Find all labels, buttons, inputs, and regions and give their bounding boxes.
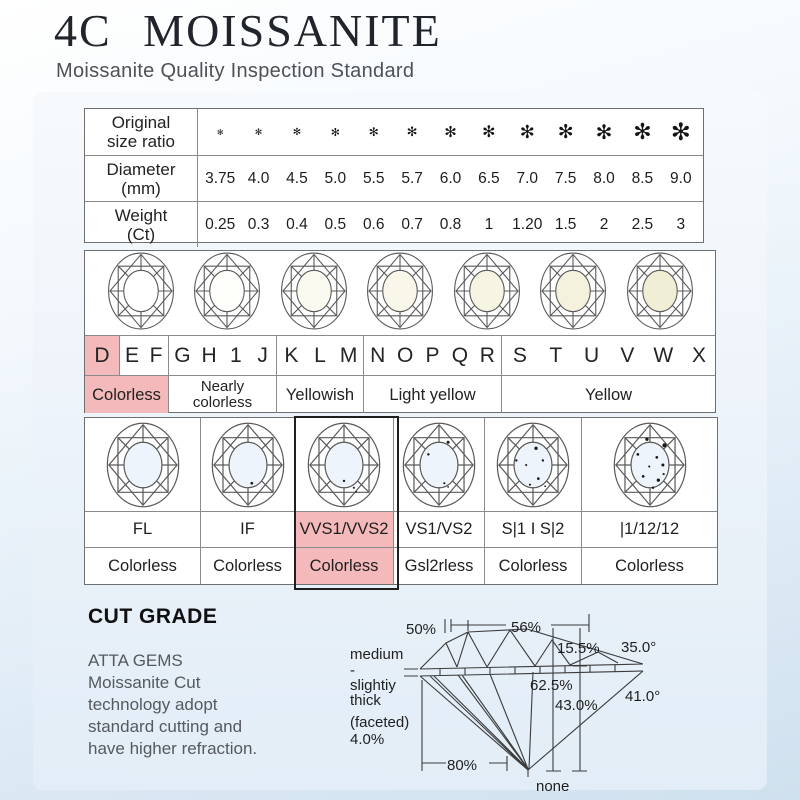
- color-gem-row: [85, 251, 715, 336]
- girdle-label-line: 4.0%: [350, 731, 385, 748]
- page-subtitle: Moissanite Quality Inspection Standard: [56, 60, 415, 82]
- clarity-gem-cell: [394, 418, 485, 511]
- table-width-label: 50%: [406, 621, 437, 638]
- gem-top-view-icon: [105, 421, 181, 509]
- weight-value: 1.20: [512, 215, 543, 233]
- clarity-colorless-row: [85, 548, 717, 584]
- color-letter-group: [502, 336, 717, 375]
- clarity-colorless-cell: Colorless: [201, 548, 295, 584]
- color-letter-group: [169, 336, 277, 375]
- color-letter: G: [174, 343, 191, 367]
- cut-grade-description: [88, 650, 257, 760]
- color-grade-table: [84, 250, 716, 413]
- size-gem-icon: ✻: [216, 127, 224, 137]
- color-letter: R: [479, 343, 495, 367]
- size-gem-icons: [198, 109, 703, 155]
- clarity-grade-cell: S|1 I S|2: [485, 512, 582, 547]
- color-gem: [538, 251, 608, 336]
- diameter-value: 6.5: [478, 169, 500, 187]
- color-letter-group: [364, 336, 502, 375]
- girdle-label-line: (faceted): [350, 714, 410, 731]
- cut-description-line: ATTA GEMS: [88, 651, 183, 670]
- gem-top-view-icon: [365, 251, 435, 331]
- color-category-row: [85, 376, 715, 413]
- diameter-value: 7.0: [516, 169, 539, 187]
- color-gem: [192, 251, 262, 336]
- clarity-gem-row: [85, 418, 717, 512]
- color-letter: V: [620, 343, 635, 367]
- color-gem: [279, 251, 349, 336]
- row-label-line: Diameter: [106, 159, 176, 179]
- dimension-lines: [404, 614, 589, 777]
- color-letter: H: [201, 343, 217, 367]
- diamond-profile-lines: [420, 629, 643, 770]
- color-letter: T: [549, 343, 563, 367]
- clarity-grade-cell: |1/12/12: [619, 520, 680, 538]
- row-label-diameter: [85, 156, 198, 201]
- row-label-line: Weight: [114, 205, 168, 225]
- gem-top-view-icon: [452, 251, 522, 331]
- page-title: 4C MOISSANITE: [54, 5, 442, 56]
- color-letter: E: [124, 343, 139, 367]
- diameter-value: 8.0: [593, 169, 615, 187]
- weight-value: 0.6: [362, 215, 385, 233]
- clarity-colorless-cell: Gsl2rless: [394, 548, 485, 584]
- table-row-weight: [85, 202, 703, 247]
- diameter-value: 4.0: [247, 169, 270, 187]
- color-category-cell: Yellowish: [277, 376, 364, 413]
- diameter-value: 8.5: [631, 169, 654, 187]
- total-depth-label: 62.5%: [530, 677, 573, 694]
- row-label-weight: [85, 202, 198, 247]
- size-gem-icon: ✻: [633, 119, 652, 144]
- size-gem-icon: ✻: [292, 126, 302, 138]
- row-label-original-size: [85, 109, 198, 155]
- diameter-value: 5.0: [324, 169, 347, 187]
- weight-value: 2: [599, 215, 609, 233]
- size-gem-icon: ✻: [254, 126, 263, 137]
- size-gem-icon: ✻: [330, 126, 340, 139]
- clarity-grade-cell: VS1/VS2: [394, 512, 485, 547]
- gem-top-view-icon: [495, 421, 571, 509]
- gem-top-view-icon: [401, 421, 477, 509]
- girdle-label-line: -: [350, 662, 355, 679]
- color-letter: O: [396, 343, 414, 367]
- row-label-line: size ratio: [106, 132, 176, 151]
- clarity-gem-cell: [485, 418, 582, 511]
- gem-top-view-icon: [612, 421, 688, 509]
- color-letter: P: [425, 343, 440, 367]
- diameter-value: 9.0: [670, 169, 692, 187]
- color-letter: K: [284, 343, 299, 367]
- culet-label: none: [536, 778, 570, 795]
- weight-value: 0.3: [247, 215, 270, 233]
- color-category-cell: Yellow: [584, 385, 633, 404]
- size-gem-icon: ✻: [595, 121, 613, 144]
- weight-value: 1.5: [554, 215, 577, 233]
- row-label-line: (mm): [121, 178, 161, 198]
- clarity-colorless-cell: Colorless: [85, 548, 201, 584]
- color-letter: W: [653, 343, 674, 367]
- color-letter: S: [512, 343, 527, 367]
- cut-description-line: have higher refraction.: [88, 739, 258, 758]
- cut-description-line: Moissanite Cut: [88, 673, 201, 692]
- pavilion-depth-label: 43.0%: [555, 697, 598, 714]
- clarity-colorless-cell: Colorless: [295, 548, 394, 584]
- girdle-label-line: slightiy: [350, 677, 396, 694]
- clarity-grade-cell: FL: [85, 512, 201, 547]
- size-gem-icon: ✻: [519, 121, 535, 142]
- girdle-label-line: medium: [350, 646, 404, 663]
- color-letter-group: [85, 336, 169, 375]
- clarity-grade-row: [85, 512, 717, 548]
- weight-value: 0.25: [205, 215, 236, 233]
- diameter-value: 5.5: [362, 169, 385, 187]
- girdle-label-line: thick: [350, 692, 381, 709]
- clarity-gem-cell: [582, 418, 717, 511]
- color-category-cell: Light yellow: [364, 376, 502, 413]
- color-gem: [625, 251, 695, 336]
- cut-grade-diagram: [330, 590, 740, 800]
- weight-value: 1: [484, 215, 494, 233]
- clarity-colorless-cell: Colorless: [615, 556, 684, 575]
- color-letter: 1: [230, 343, 242, 367]
- clarity-gem-cell: [201, 418, 295, 511]
- clarity-colorless-cell: Colorless: [485, 548, 582, 584]
- gem-top-view-icon: [192, 251, 262, 331]
- cut-description-line: technology adopt: [88, 695, 218, 714]
- color-letter: N: [370, 343, 386, 367]
- clarity-grade-cell: VVS1/VVS2: [295, 512, 394, 547]
- size-gem-icon: ✻: [670, 118, 691, 146]
- weight-value: 0.5: [324, 215, 347, 233]
- color-letter: X: [692, 343, 707, 367]
- color-letter-group: [277, 336, 364, 375]
- diameter-value: 6.0: [439, 169, 462, 187]
- size-gem-icon: ✻: [557, 121, 574, 143]
- gem-top-view-icon: [625, 251, 695, 331]
- color-letter: L: [314, 343, 326, 367]
- gem-top-view-icon: [306, 421, 382, 509]
- cut-grade-heading: CUT GRADE: [88, 605, 218, 628]
- color-letter: J: [257, 343, 268, 367]
- clarity-gem-cell: [295, 418, 394, 511]
- color-letter: D: [85, 336, 120, 375]
- row-label-line: (Ct): [126, 224, 156, 244]
- size-gem-icon: ✻: [406, 124, 418, 139]
- table-row-diameter: [85, 156, 703, 202]
- row-label-line: Original: [111, 113, 171, 132]
- clarity-grade-cell: IF: [201, 512, 295, 547]
- table-row-size: [85, 109, 703, 156]
- color-letter: U: [583, 343, 600, 367]
- weight-value: 0.7: [401, 215, 423, 233]
- gem-top-view-icon: [106, 251, 176, 331]
- diameter-value: 5.7: [401, 169, 423, 187]
- color-letter-row: [85, 336, 715, 376]
- weight-value: 2.5: [631, 215, 654, 233]
- crown-height-label: 15.5%: [557, 640, 600, 657]
- pavilion-angle-label: 41.0°: [625, 688, 661, 705]
- cut-description-line: standard cutting and: [88, 717, 243, 736]
- weight-value: 0.8: [439, 215, 462, 233]
- color-gem: [365, 251, 435, 336]
- gem-top-view-icon: [538, 251, 608, 331]
- clarity-gem-cell: [85, 418, 201, 511]
- color-letter: F: [149, 343, 163, 367]
- diameter-values: [198, 156, 703, 201]
- weight-value: 0.4: [286, 215, 308, 233]
- diameter-value: 7.5: [554, 169, 577, 187]
- color-letter: Q: [451, 343, 469, 367]
- weight-values: [198, 202, 703, 247]
- color-gem: [106, 251, 176, 336]
- gem-top-view-icon: [279, 251, 349, 331]
- gem-top-view-icon: [210, 421, 286, 509]
- size-gem-icon: ✻: [368, 125, 379, 139]
- weight-value: 3: [676, 215, 686, 233]
- clarity-grade-table: [84, 417, 718, 585]
- size-ratio-table: [84, 108, 704, 243]
- size-gem-icon: ✻: [444, 124, 457, 141]
- color-category-cell: Nearly colorless: [169, 376, 277, 413]
- lower-girdle-label: 80%: [447, 757, 478, 774]
- color-gem: [452, 251, 522, 336]
- color-letter: M: [339, 343, 358, 367]
- table-pct-label: 56%: [511, 619, 542, 636]
- color-category-cell: Colorless: [85, 376, 169, 413]
- diameter-value: 3.75: [205, 169, 236, 187]
- crown-angle-label: 35.0°: [621, 639, 657, 656]
- size-gem-icon: ✻: [482, 124, 496, 141]
- diameter-value: 4.5: [286, 169, 308, 187]
